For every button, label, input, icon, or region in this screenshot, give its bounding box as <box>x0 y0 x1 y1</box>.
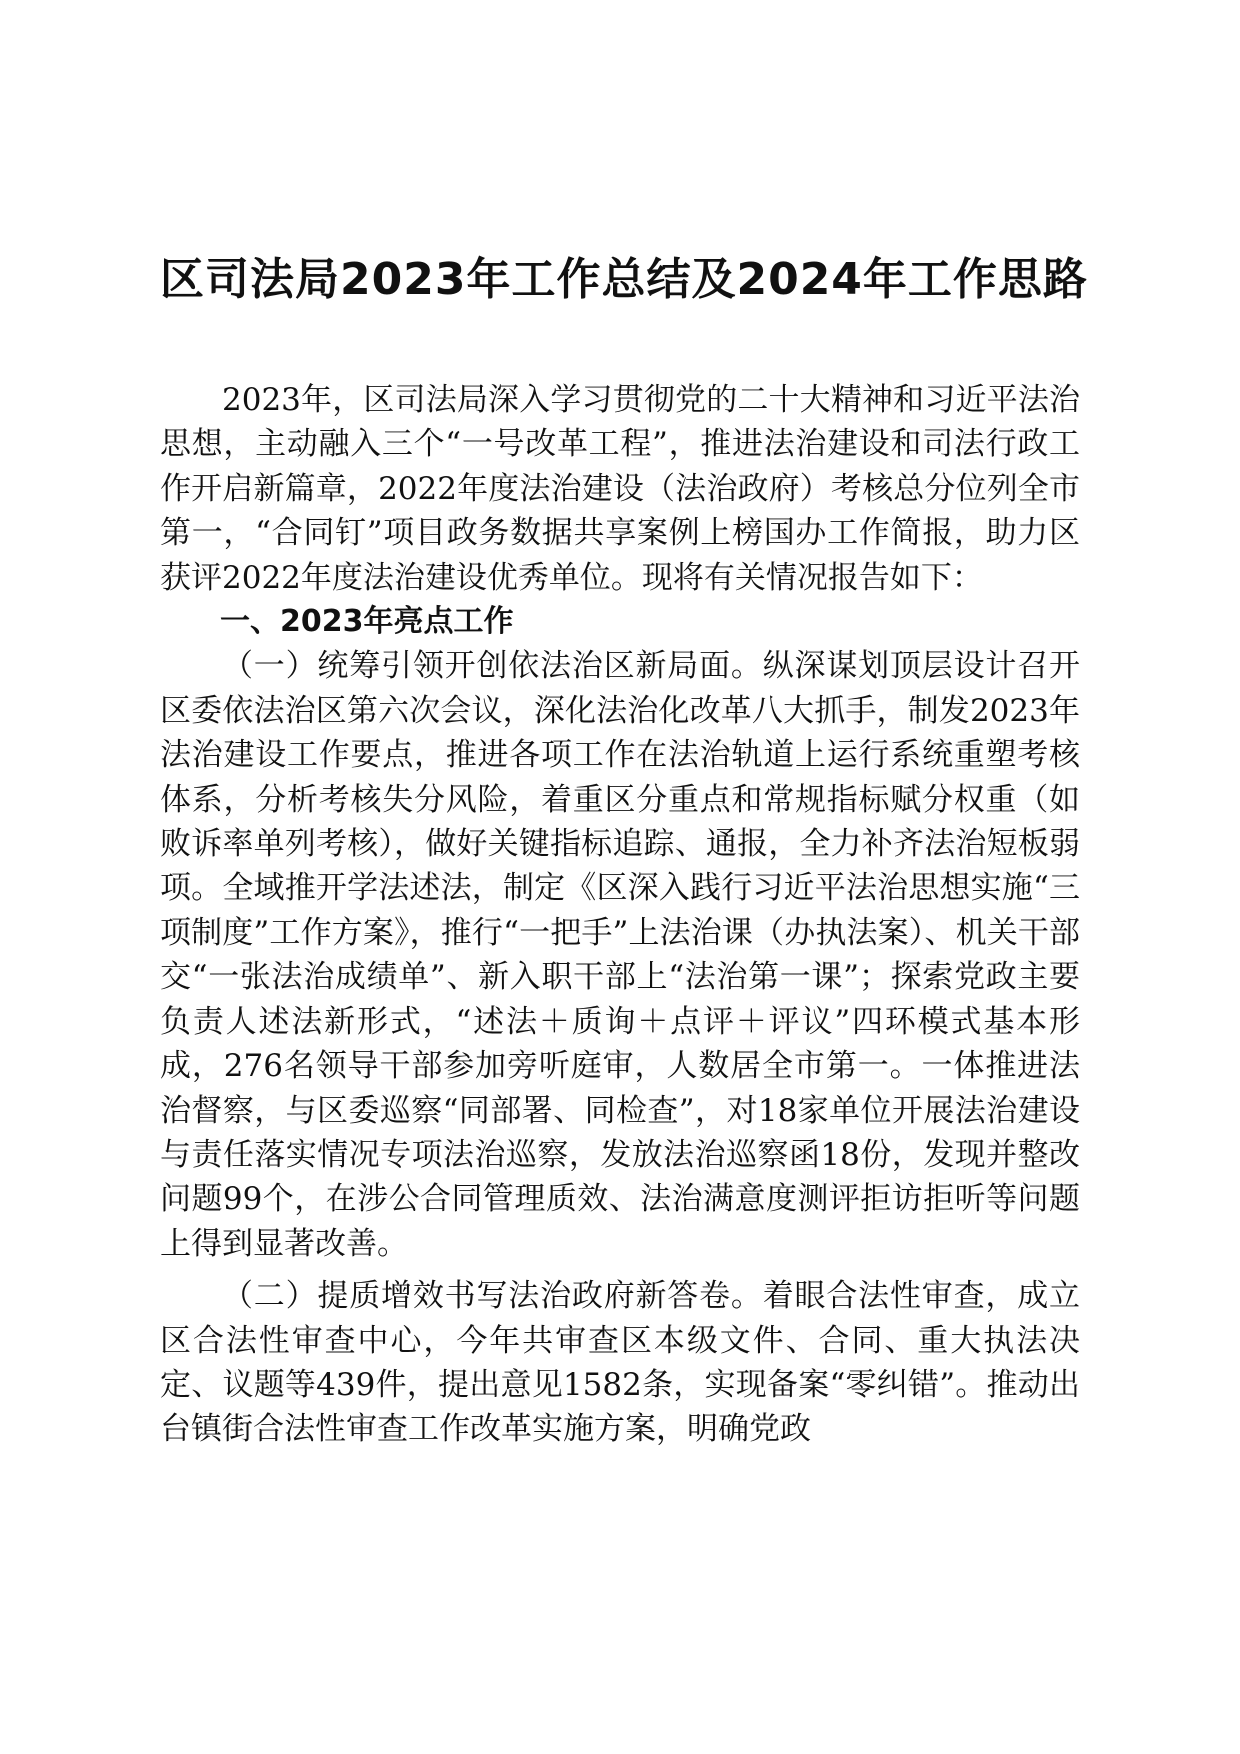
document-title: 区司法局2023年工作总结及2024年工作思路 <box>160 254 1088 305</box>
document-page <box>160 0 1088 1754</box>
section-heading-highlights: 一、2023年亮点工作 <box>220 604 514 640</box>
intro-paragraph: 2023年，区司法局深入学习贯彻党的二十大精神和习近平法治思想，主动融入三个“一号改革工程”，推进法治建设和司法行政工作开启新篇章，2022年度法治建设（法治政府）考核总分位列全市第一，“合同钉”项目政务数据共享案例上榜国办工作简报，助力区获评2022年度法治建设优秀单位。现将有关情况报告如下： <box>160 382 1080 596</box>
document-body <box>160 378 1080 1452</box>
subsection-paragraph-1: （一）统筹引领开创依法治区新局面。纵深谋划顶层设计召开区委依法治区第六次会议，深化法治化改革八大抓手，制发2023年法治建设工作要点，推进各项工作在法治轨道上运行系统重塑考核体系，分析考核失分风险，着重区分重点和常规指标赋分权重（如败诉率单列考核），做好关键指标追踪、通报，全力补齐法治短板弱项。全域推开学法述法，制定《区深入践行习近平法治思想实施“三项制度”工作方案》，推行“一把手”上法治课（办执法案）、机关干部交“一张法治成绩单”、新入职干部上“法治第一课”；探索党政主要负责人述法新形式，“述法＋质询＋点评＋评议”四环模式基本形成，276名领导干部参加旁听庭审，人数居全市第一。一体推进法治督察，与区委巡察“同部署、同检查”，对18家单位开展法治建设与责任落实情况专项法治巡察，发放法治巡察函18份，发现并整改问题99个，在涉公合同管理质效、法治满意度测评拒访拒听等问题上得到显著改善。 <box>160 648 1080 1262</box>
subsection-paragraph-2: （二）提质增效书写法治政府新答卷。着眼合法性审查，成立区合法性审查中心，今年共审查区本级文件、合同、重大执法决定、议题等439件，提出意见1582条，实现备案“零纠错”。推动出台镇街合法性审查工作改革实施方案，明确党政 <box>160 1278 1080 1448</box>
